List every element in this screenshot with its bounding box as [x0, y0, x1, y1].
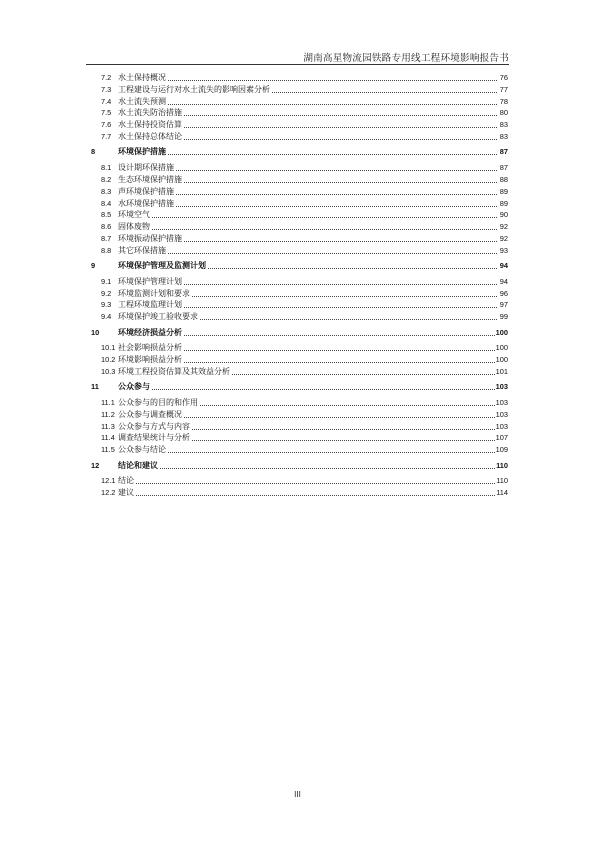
toc-dot-leader	[176, 194, 497, 195]
toc-entry-title: 公众参与方式与内容	[118, 421, 190, 431]
toc-entry-number: 8.6	[101, 222, 112, 232]
toc-entry-title: 水环境保护措施	[118, 198, 174, 208]
toc-entry-title: 环境监测计划和要求	[118, 288, 190, 298]
toc-entry-number: 10	[91, 327, 100, 337]
toc-entry-title: 其它环保措施	[118, 245, 166, 255]
toc-entry-number: 11.1	[101, 398, 115, 407]
toc-entry-title: 结论和建议	[118, 460, 158, 470]
toc-dot-leader	[272, 92, 497, 93]
toc-section-entry[interactable]	[88, 353, 508, 365]
running-header: 湖南高星物流园铁路专用线工程环境影响报告书	[303, 53, 509, 64]
toc-dot-leader	[184, 139, 497, 140]
toc-dot-leader	[168, 253, 497, 254]
toc-entry-page: 94	[499, 261, 508, 270]
toc-entry-title: 公众参与结论	[118, 445, 166, 455]
toc-entry-page: 80	[499, 108, 508, 118]
toc-entry-page: 78	[499, 96, 508, 106]
toc-entry-number: 8.4	[101, 198, 112, 208]
toc-entry-number: 9	[91, 261, 96, 270]
toc-chapter-entry[interactable]	[88, 145, 508, 157]
toc-section-entry[interactable]	[88, 443, 508, 455]
toc-entry-number: 10.2	[101, 355, 116, 365]
toc-section-entry[interactable]	[88, 208, 508, 220]
toc-section-entry[interactable]	[88, 232, 508, 244]
toc-dot-leader	[184, 350, 495, 351]
toc-entry-page: 109	[495, 445, 508, 455]
toc-entry-number: 9.2	[101, 288, 112, 298]
toc-section-entry[interactable]	[88, 310, 508, 322]
toc-entry-number: 8	[91, 147, 96, 157]
toc-dot-leader	[152, 389, 495, 390]
toc-entry-number: 7.4	[101, 96, 112, 106]
toc-entry-title: 水土保持总体结论	[118, 132, 182, 141]
toc-section-entry[interactable]	[88, 287, 508, 299]
toc-entry-title: 建议	[118, 488, 134, 498]
toc-entry-number: 8.7	[101, 233, 112, 243]
toc-dot-leader	[184, 307, 497, 308]
toc-section-entry[interactable]	[88, 275, 508, 287]
toc-section-entry[interactable]	[88, 71, 508, 83]
toc-entry-page: 103	[495, 421, 508, 431]
toc-entry-page: 96	[499, 288, 508, 298]
toc-dot-leader	[176, 206, 497, 207]
toc-entry-title: 环境保护管理及监测计划	[118, 261, 206, 270]
toc-entry-page: 103	[495, 382, 508, 392]
toc-section-entry[interactable]	[88, 486, 508, 498]
toc-entry-page: 89	[499, 186, 508, 196]
toc-entry-number: 7.3	[101, 84, 112, 94]
toc-entry-page: 92	[499, 222, 508, 232]
toc-entry-title: 环境振动保护措施	[118, 233, 182, 243]
toc-section-entry[interactable]	[88, 197, 508, 209]
toc-entry-page: 110	[496, 460, 508, 470]
toc-entry-number: 7.6	[101, 120, 112, 130]
toc-section-entry[interactable]	[88, 118, 508, 130]
toc-dot-leader	[184, 335, 495, 336]
toc-chapter-entry[interactable]	[88, 326, 508, 338]
toc-entry-title: 环境保护措施	[118, 147, 166, 157]
toc-entry-title: 水土保持投资估算	[118, 120, 182, 130]
toc-entry-number: 7.2	[101, 73, 112, 82]
toc-entry-number: 8.1	[101, 163, 112, 173]
toc-dot-leader	[168, 452, 495, 453]
toc-section-entry[interactable]	[88, 396, 508, 408]
toc-dot-leader	[184, 362, 495, 363]
toc-entry-title: 生态环境保护措施	[118, 174, 182, 184]
toc-entry-number: 9.1	[101, 276, 112, 286]
toc-entry-page: 89	[499, 198, 508, 208]
toc-entry-number: 8.5	[101, 210, 112, 220]
toc-dot-leader	[136, 483, 495, 484]
toc-dot-leader	[168, 104, 497, 105]
toc-entry-title: 环境经济损益分析	[118, 327, 182, 337]
toc-entry-title: 公众参与	[118, 382, 150, 392]
toc-entry-title: 环境工程投资估算及其效益分析	[118, 366, 230, 376]
toc-section-entry[interactable]	[88, 161, 508, 173]
toc-entry-number: 12.2	[101, 488, 116, 498]
toc-entry-title: 环境保护竣工验收要求	[118, 312, 198, 322]
toc-section-entry[interactable]	[88, 173, 508, 185]
toc-dot-leader	[184, 182, 497, 183]
toc-section-entry[interactable]	[88, 341, 508, 353]
toc-entry-page: 103	[495, 398, 508, 407]
toc-entry-page: 100	[495, 355, 508, 365]
toc-entry-title: 公众参与调查概况	[118, 409, 182, 419]
toc-entry-number: 10.3	[101, 366, 116, 376]
toc-entry-page: 103	[495, 409, 508, 419]
toc-entry-page: 94	[499, 276, 508, 286]
toc-entry-title: 环境保护管理计划	[118, 276, 182, 286]
toc-entry-number: 9.4	[101, 312, 112, 322]
toc-section-entry[interactable]	[88, 106, 508, 118]
toc-section-entry[interactable]	[88, 474, 508, 486]
toc-dot-leader	[184, 417, 495, 418]
toc-entry-number: 7.5	[101, 108, 112, 118]
toc-entry-title: 声环境保护措施	[118, 186, 174, 196]
toc-entry-title: 固体废物	[118, 222, 150, 232]
toc-dot-leader	[192, 429, 495, 430]
toc-dot-leader	[152, 229, 497, 230]
toc-chapter-entry[interactable]	[88, 380, 508, 392]
toc-entry-number: 11.4	[101, 433, 115, 443]
toc-entry-page: 99	[499, 312, 508, 322]
toc-entry-title: 调查结果统计与分析	[118, 433, 190, 443]
toc-chapter-entry[interactable]	[88, 459, 508, 471]
toc-dot-leader	[208, 268, 497, 269]
toc-section-entry[interactable]	[88, 244, 508, 256]
page-number: III	[294, 790, 301, 799]
toc-section-entry[interactable]	[88, 95, 508, 107]
toc-dot-leader	[192, 296, 497, 297]
toc-entry-title: 环境影响损益分析	[118, 355, 182, 365]
toc-entry-number: 12	[91, 460, 100, 470]
toc-entry-number: 10.1	[101, 343, 116, 353]
toc-entry-page: 87	[499, 163, 508, 173]
toc-entry-number: 8.8	[101, 245, 112, 255]
toc-entry-title: 结论	[118, 476, 134, 486]
toc-entry-page: 87	[499, 147, 508, 157]
toc-entry-title: 水土流失防治措施	[118, 108, 182, 118]
toc-entry-number: 12.1	[101, 476, 116, 486]
toc-section-entry[interactable]	[88, 83, 508, 95]
toc-dot-leader	[136, 495, 495, 496]
toc-entry-title: 工程建设与运行对水土流失的影响因素分析	[118, 84, 270, 94]
toc-entry-page: 114	[496, 488, 508, 498]
toc-dot-leader	[184, 284, 497, 285]
toc-entry-title: 设计期环保措施	[118, 163, 174, 173]
toc-entry-number: 9.3	[101, 300, 112, 310]
toc-entry-page: 83	[499, 132, 508, 141]
toc-dot-leader	[160, 468, 495, 469]
toc-entry-page: 110	[496, 476, 508, 486]
toc-section-entry[interactable]	[88, 365, 508, 377]
toc-chapter-entry[interactable]	[88, 259, 508, 271]
toc-entry-number: 7.7	[101, 132, 112, 141]
toc-dot-leader	[200, 405, 495, 406]
toc-dot-leader	[184, 241, 497, 242]
toc-entry-page: 93	[499, 245, 508, 255]
toc-entry-number: 8.3	[101, 186, 112, 196]
toc-section-entry[interactable]	[88, 130, 508, 142]
toc-section-entry[interactable]	[88, 431, 508, 443]
toc-entry-number: 11	[91, 382, 99, 392]
toc-entry-page: 76	[499, 73, 508, 82]
toc-entry-page: 100	[495, 327, 508, 337]
toc-dot-leader	[192, 440, 495, 441]
toc-entry-page: 83	[499, 120, 508, 130]
toc-entry-number: 8.2	[101, 174, 112, 184]
toc-entry-number: 11.3	[101, 421, 115, 431]
toc-dot-leader	[184, 115, 497, 116]
toc-entry-page: 107	[495, 433, 508, 443]
toc-dot-leader	[200, 319, 497, 320]
toc-entry-page: 88	[499, 174, 508, 184]
toc-entry-page: 101	[495, 366, 508, 376]
toc-dot-leader	[184, 127, 497, 128]
toc-entry-number: 11.2	[101, 409, 115, 419]
toc-section-entry[interactable]	[88, 185, 508, 197]
toc-dot-leader	[232, 374, 495, 375]
toc-entry-page: 97	[499, 300, 508, 310]
toc-section-entry[interactable]	[88, 420, 508, 432]
toc-entry-number: 11.5	[101, 445, 115, 455]
toc-entry-title: 社会影响损益分析	[118, 343, 182, 353]
toc-dot-leader	[168, 154, 497, 155]
toc-dot-leader	[152, 217, 497, 218]
toc-entry-title: 水土流失预测	[118, 96, 166, 106]
toc-entry-title: 水土保持概况	[118, 73, 166, 82]
header-rule	[86, 64, 509, 65]
toc-entry-page: 90	[499, 210, 508, 220]
toc-entry-page: 92	[499, 233, 508, 243]
toc-entry-page: 100	[495, 343, 508, 353]
toc-entry-page: 77	[499, 84, 508, 94]
toc-dot-leader	[176, 170, 497, 171]
toc-dot-leader	[168, 80, 497, 81]
toc-section-entry[interactable]	[88, 408, 508, 420]
toc-entry-title: 工程环境监理计划	[118, 300, 182, 310]
toc-entry-title: 环境空气	[118, 210, 150, 220]
toc-entry-title: 公众参与的目的和作用	[118, 398, 198, 407]
toc-section-entry[interactable]	[88, 298, 508, 310]
toc-section-entry[interactable]	[88, 220, 508, 232]
